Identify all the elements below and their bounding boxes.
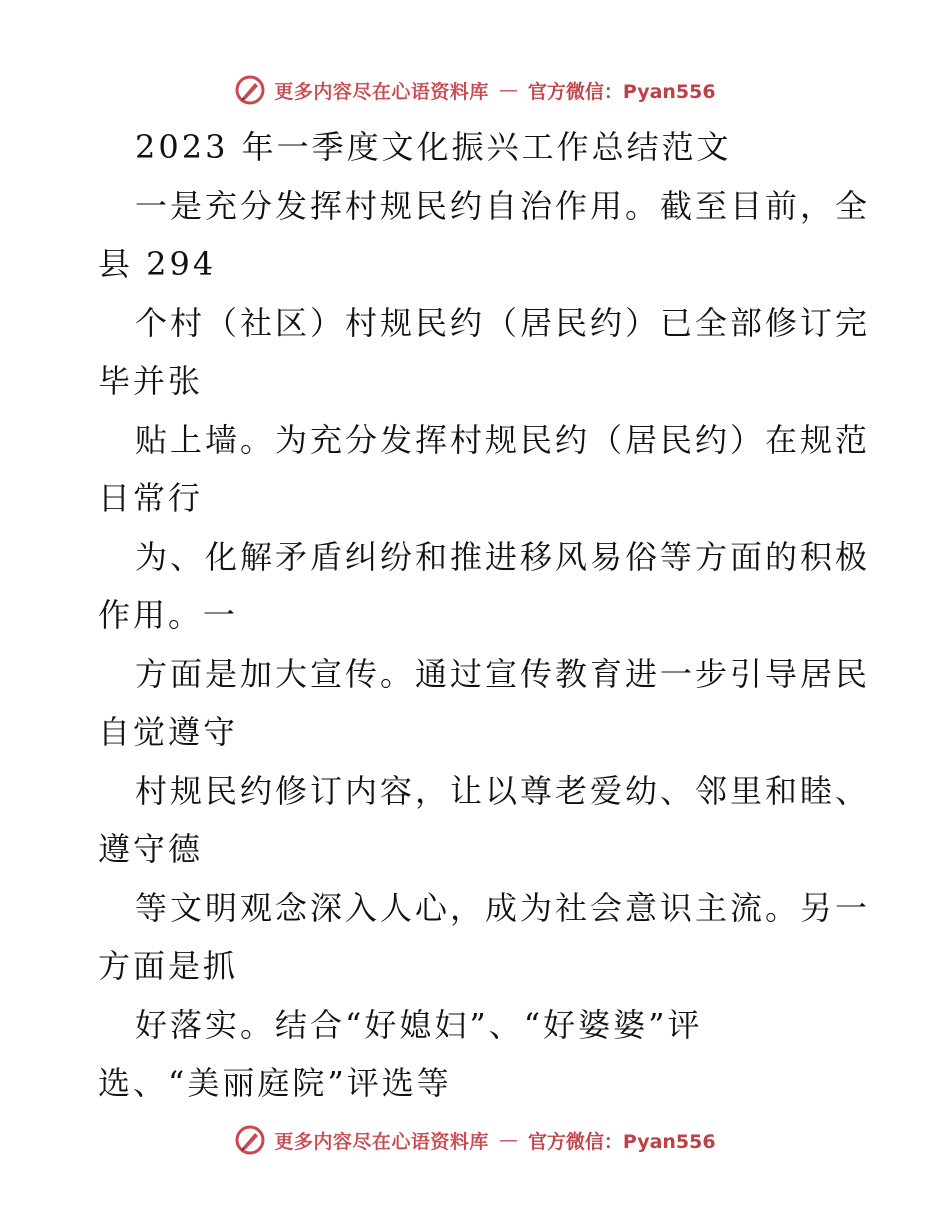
text-line: 等文明观念深入人心，成为社会意识主流。另一 <box>135 888 871 927</box>
document-body <box>98 118 871 1113</box>
text-line: 自觉遵守 <box>98 713 239 751</box>
document-title: 2023 年一季度文化振兴工作总结范文 <box>135 128 732 166</box>
watermark-dash: — <box>498 79 518 101</box>
watermark-contact: 官方微信：Pyan556 <box>527 80 716 103</box>
watermark-dash: — <box>498 1129 518 1151</box>
text-line: 选、“美丽庭院”评选等 <box>98 1064 452 1102</box>
text-line: 一是充分发挥村规民约自治作用。截至目前，全 <box>135 186 871 225</box>
watermark-text: 更多内容尽在心语资料库 <box>274 1130 489 1153</box>
footer-watermark <box>0 1120 950 1160</box>
pen-seal-icon <box>234 1124 266 1156</box>
header-watermark <box>0 70 950 110</box>
text-line: 遵守德 <box>98 830 204 868</box>
text-line: 方面是加大宣传。通过宣传教育进一步引导居民 <box>135 654 871 693</box>
watermark-contact: 官方微信：Pyan556 <box>527 1130 716 1153</box>
text-line: 个村（社区）村规民约（居民约）已全部修订完 <box>135 303 871 342</box>
text-line: 好落实。结合“好媳妇”、“好婆婆”评 <box>135 1005 703 1044</box>
text-line: 日常行 <box>98 479 204 517</box>
text-line: 方面是抓 <box>98 947 239 985</box>
text-line: 村规民约修订内容，让以尊老爱幼、邻里和睦、 <box>135 771 871 810</box>
text-line: 为、化解矛盾纠纷和推进移风易俗等方面的积极 <box>135 537 871 576</box>
pen-seal-icon <box>234 74 266 106</box>
watermark-text: 更多内容尽在心语资料库 <box>274 80 489 103</box>
text-line: 作用。一 <box>98 596 239 634</box>
text-line: 贴上墙。为充分发挥村规民约（居民约）在规范 <box>135 420 871 459</box>
text-line: 毕并张 <box>98 362 204 400</box>
text-line: 县 294 <box>98 245 217 283</box>
